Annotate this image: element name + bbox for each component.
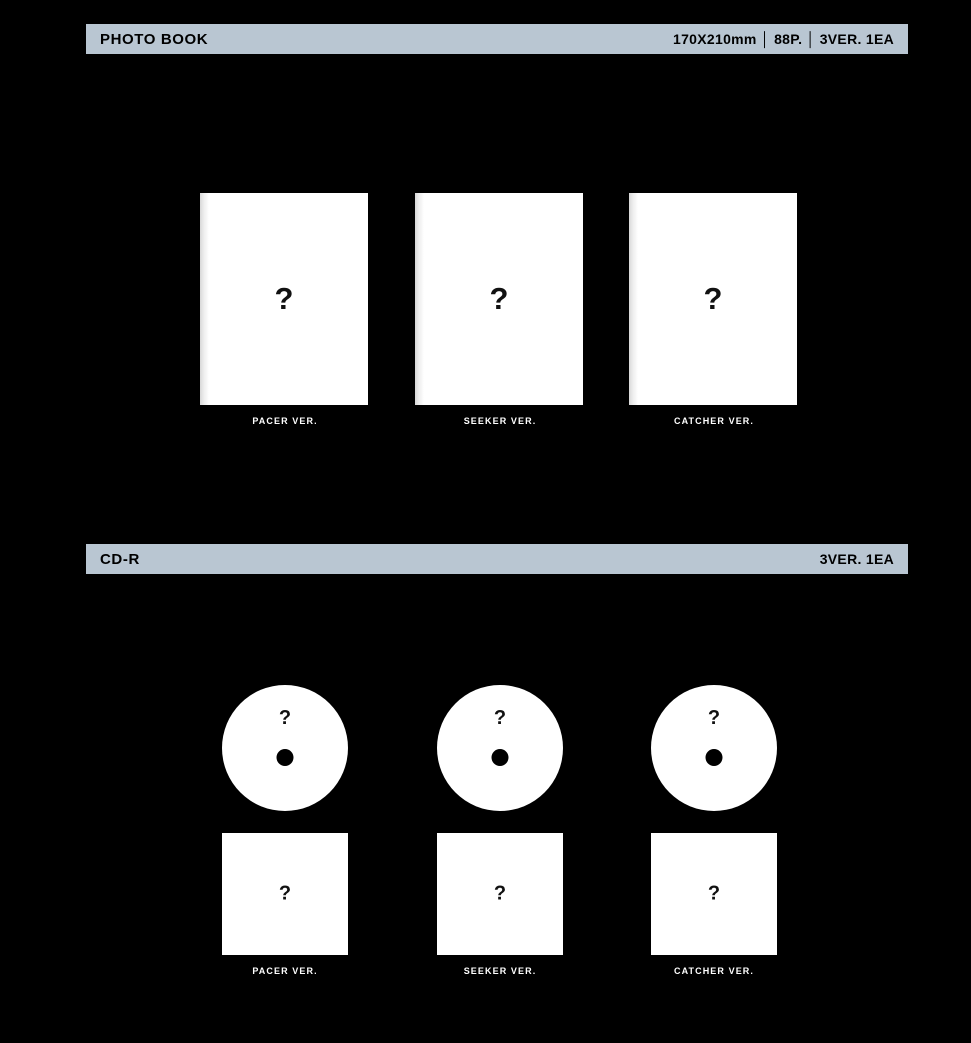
cd-r-item-seeker (415, 685, 585, 976)
placeholder-question-mark: ? (707, 882, 721, 905)
cd-disc-catcher (651, 685, 777, 811)
cd-center-hole (492, 749, 509, 766)
placeholder-question-mark: ? (493, 882, 507, 905)
cd-r-item-catcher (629, 685, 799, 976)
photo-book-caption-pacer: PACER VER. (252, 416, 318, 426)
section-title-cd-r: CD-R (100, 550, 140, 568)
photo-book-caption-seeker: SEEKER VER. (463, 416, 537, 426)
section-header-photo-book (86, 24, 908, 54)
photo-book-item-seeker (415, 193, 585, 426)
cd-disc-seeker (437, 685, 563, 811)
placeholder-question-mark: ? (274, 281, 294, 316)
cd-r-item-pacer (200, 685, 370, 976)
photo-book-cover-catcher (629, 193, 797, 405)
cd-center-hole (277, 749, 294, 766)
photo-book-cover-seeker (415, 193, 583, 405)
section-spec-photo-book: 170X210mm │ 88P. │ 3VER. 1EA (673, 31, 894, 47)
cd-sleeve-pacer (222, 833, 348, 955)
cd-r-caption-seeker: SEEKER VER. (463, 966, 537, 976)
section-title-photo-book: PHOTO BOOK (100, 30, 209, 48)
cd-center-hole (706, 749, 723, 766)
section-header-cd-r (86, 544, 908, 574)
cd-sleeve-seeker (437, 833, 563, 955)
photo-book-item-pacer (200, 193, 370, 426)
placeholder-question-mark: ? (493, 707, 507, 729)
section-spec-cd-r: 3VER. 1EA (819, 551, 894, 567)
photo-book-cover-pacer (200, 193, 368, 405)
placeholder-question-mark: ? (489, 281, 509, 316)
photo-book-item-row (86, 193, 908, 433)
cd-r-item-row (86, 685, 908, 995)
placeholder-question-mark: ? (707, 707, 721, 729)
cd-disc-pacer (222, 685, 348, 811)
cd-r-caption-pacer: PACER VER. (252, 966, 318, 976)
photo-book-item-catcher (629, 193, 799, 426)
cd-r-caption-catcher: CATCHER VER. (673, 966, 755, 976)
placeholder-question-mark: ? (278, 707, 292, 729)
photo-book-caption-catcher: CATCHER VER. (673, 416, 755, 426)
placeholder-question-mark: ? (703, 281, 723, 316)
cd-sleeve-catcher (651, 833, 777, 955)
placeholder-question-mark: ? (278, 882, 292, 905)
